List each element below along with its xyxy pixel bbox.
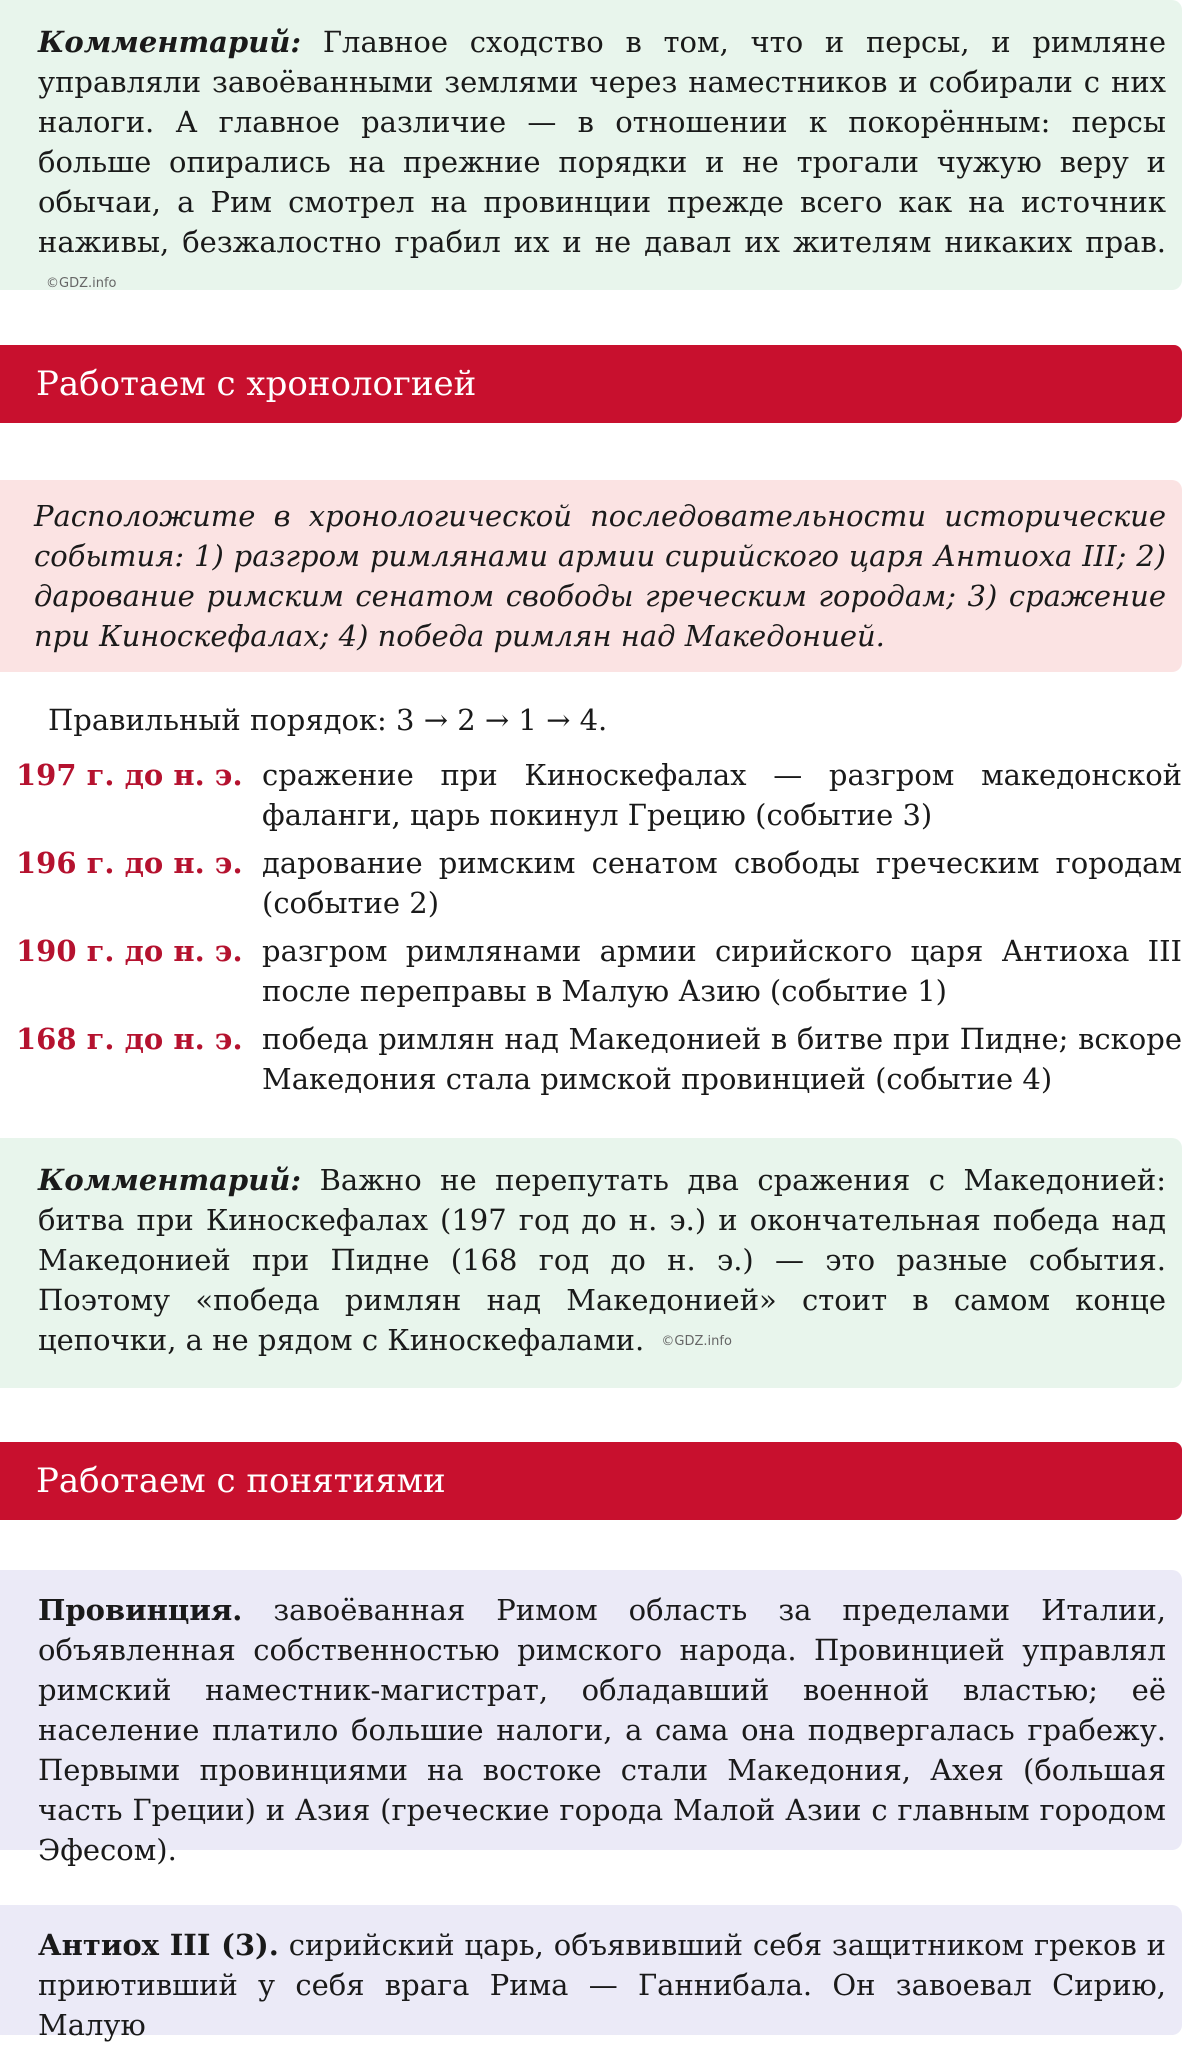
task-text: Расположите в хронологической последовательности исторические события: 1) разгром римлянами армии сирийского царя Антиоха III; 2) дарование римским сенатом свободы греческим городам; 3) сражение при Киноскефалах; 4) победа римлян над Македонией. <box>34 499 1166 653</box>
concept-text: сирийский царь, объявивший себя защитником греков и приютивший у себя врага Рима — Ганнибала. Он завоевал Сирию, Малую <box>38 1928 1166 2042</box>
chronology-item <box>0 931 1182 1011</box>
chronology-item <box>0 1019 1182 1099</box>
comment-text: Важно не перепутать два сражения с Македонией: битва при Киноскефалах (197 год до н. э.) и окончательная победа над Македонией при Пидне (168 год до н. э.) — это разные события. Поэтому «победа римлян над Македонией» стоит в самом конце цепочки, а не рядом с Киноскефалами. <box>38 1163 1167 1357</box>
chronology-date: 190 г. до н. э. <box>16 934 243 968</box>
watermark: ©GDZ.info <box>661 1334 732 1349</box>
chronology-date: 196 г. до н. э. <box>16 846 243 880</box>
chronology-text: сражение при Киноскефалах — разгром македонской фаланги, царь покинул Грецию (событие 3) <box>262 758 1182 832</box>
section-title: Работаем с понятиями <box>36 1461 446 1501</box>
concept-text: завоёванная Римом область за пределами Италии, объявленная собственностью римского народа. Провинцией управлял римский наместник-магистрат, обладавший военной властью; её население платило большие налоги, а сама она подвергалась грабежу. Первыми провинциями на востоке стали Македония, Ахея (большая часть Греции) и Азия (греческие города Малой Азии с главным городом Эфесом). <box>38 1593 1166 1867</box>
section-header-concepts <box>0 1442 1182 1520</box>
section-header-chronology <box>0 345 1182 423</box>
concept-box <box>0 1905 1182 2042</box>
comment-text: Главное сходство в том, что и персы, и римляне управляли завоёванными землями через наместников и собирали с них налоги. А главное различие — в отношении к покорённым: персы больше опирались на прежние порядки и не трогали чужую веру и обычаи, а Рим смотрел на провинции прежде всего как на источник наживы, безжалостно грабил их и не давал их жителям никаких прав. <box>38 25 1166 259</box>
chronology-item <box>0 755 1182 835</box>
chronology-text: разгром римлянами армии сирийского царя Антиоха III после переправы в Малую Азию (событие 1) <box>262 934 1182 1008</box>
chronology-list <box>0 755 1182 1107</box>
task-box <box>0 480 1182 672</box>
chronology-text: победа римлян над Македонией в битве при Пидне; вскоре Македония стала римской провинцией (событие 4) <box>262 1022 1182 1096</box>
answer-line <box>0 700 1182 740</box>
watermark: ©GDZ.info <box>46 276 117 291</box>
concept-term: Антиох III (3). <box>38 1928 279 1962</box>
section-title: Работаем с хронологией <box>36 364 477 404</box>
answer-text: Правильный порядок: 3 → 2 → 1 → 4. <box>48 703 608 737</box>
comment-box-1 <box>0 0 1182 290</box>
chronology-date: 197 г. до н. э. <box>16 758 243 792</box>
concept-term: Провинция. <box>38 1593 243 1627</box>
concept-box <box>0 1570 1182 1867</box>
chronology-date: 168 г. до н. э. <box>16 1022 243 1056</box>
comment-label: Комментарий: <box>38 25 302 59</box>
comment-box-2 <box>0 1138 1182 1388</box>
chronology-item <box>0 843 1182 923</box>
chronology-text: дарование римским сенатом свободы греческим городам (событие 2) <box>262 846 1182 920</box>
comment-label: Комментарий: <box>38 1163 302 1197</box>
